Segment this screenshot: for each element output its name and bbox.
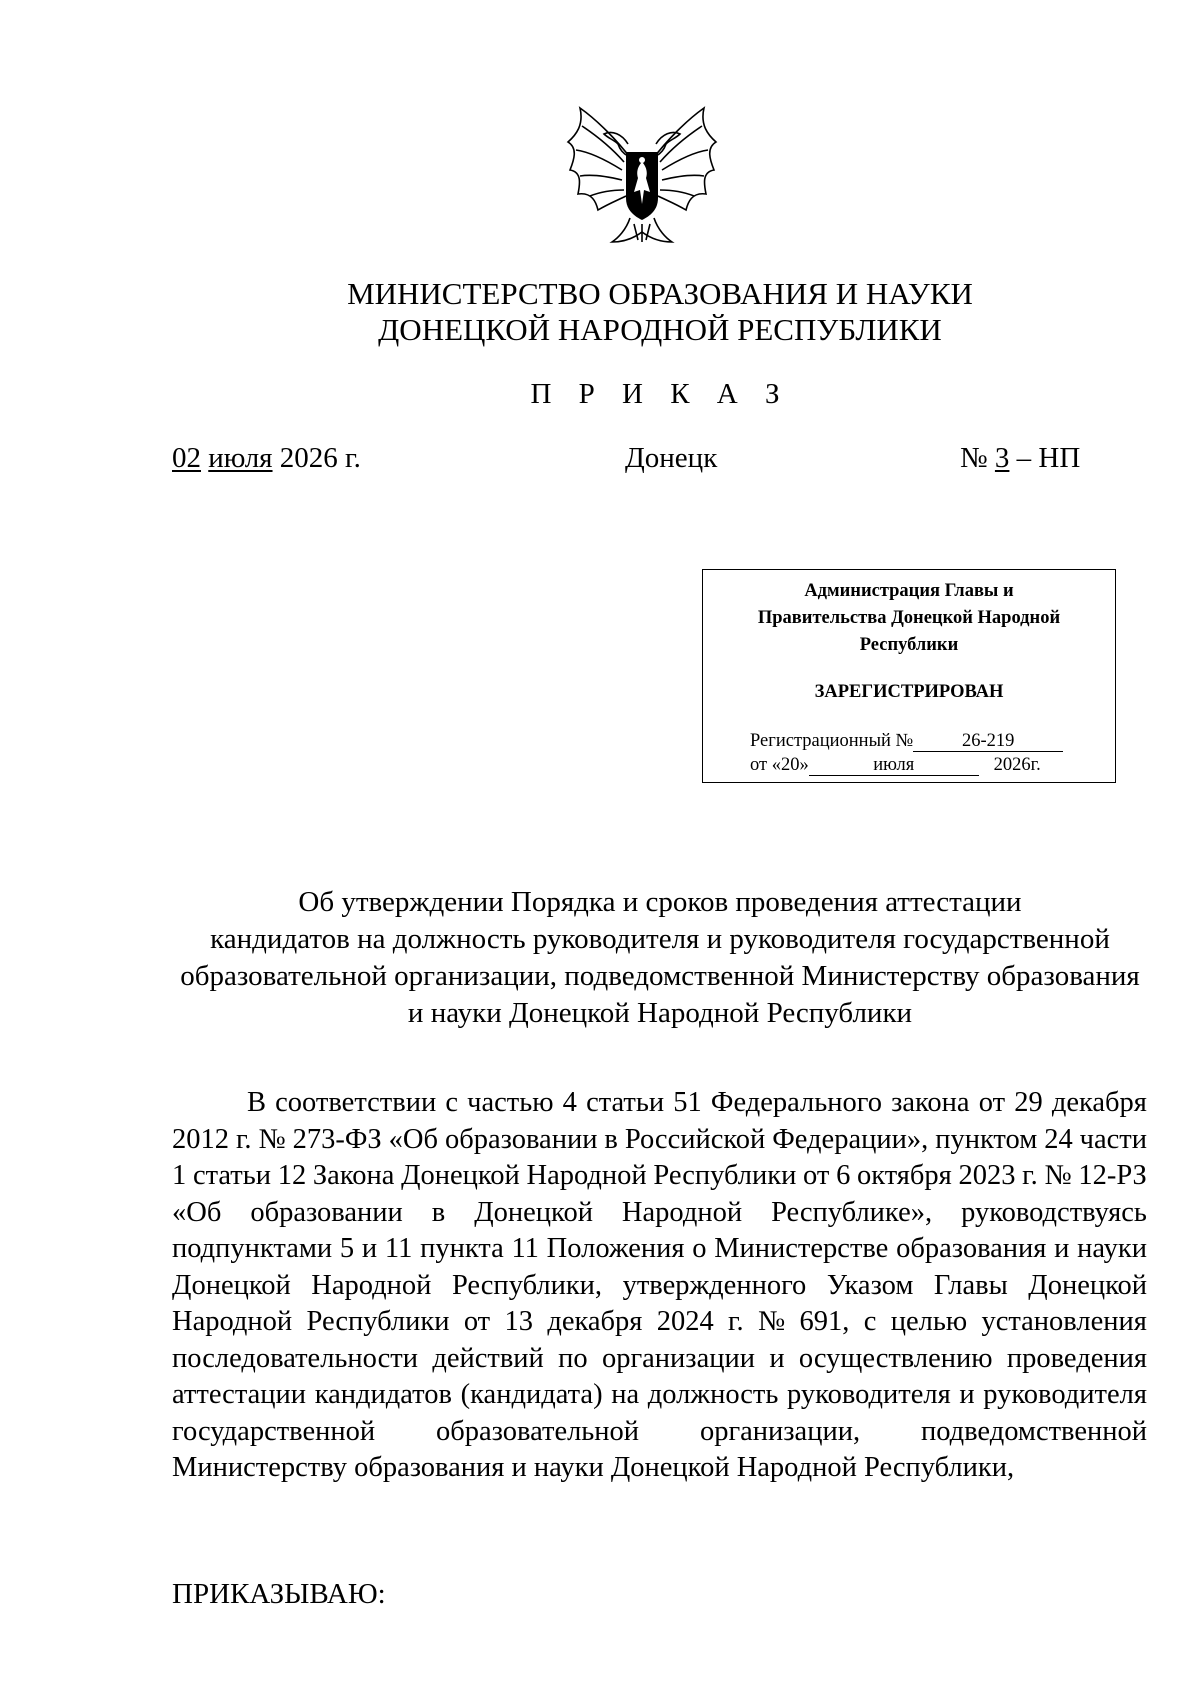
body-line: Народной Республики от 13 декабря 2024 г. № 691, с целью установления (172, 1306, 1147, 1337)
order-month: июля (208, 442, 273, 474)
stamp-date-month: июля (809, 755, 979, 776)
stamp-date-year: 2026г. (993, 755, 1041, 775)
order-day: 02 (172, 442, 201, 474)
stamp-date-line (750, 754, 1041, 776)
stamp-date-day: от «20» (750, 755, 809, 775)
state-emblem-icon (562, 100, 722, 250)
order-year: 2026 г. (279, 442, 361, 474)
order-number-value: 3 (994, 442, 1010, 474)
document-type: П Р И К А З (530, 378, 790, 410)
body-line: 1 статьи 12 Закона Донецкой Народной Республики от 6 октября 2023 г. № 12-РЗ (172, 1160, 1147, 1191)
ministry-region-line: ДОНЕЦКОЙ НАРОДНОЙ РЕСПУБЛИКИ (378, 312, 942, 347)
body-line: 2012 г. № 273-ФЗ «Об образовании в Российской Федерации», пунктом 24 части (172, 1123, 1147, 1155)
stamp-org-line: Республики (859, 635, 959, 655)
body-line: Донецкой Народной Республики, утвержденного Указом Главы Донецкой (172, 1269, 1147, 1301)
body-line: последовательности действий по организации и осуществлению проведения (172, 1342, 1147, 1374)
stamp-reg-number-line (750, 730, 1063, 752)
order-preamble (172, 1085, 1147, 1487)
order-city: Донецк (625, 442, 718, 474)
body-line: В соответствии с частью 4 статьи 51 Федерального закона от 29 декабря (247, 1087, 1147, 1118)
stamp-reg-label: Регистрационный № (750, 731, 914, 751)
order-number-suffix: – НП (1016, 442, 1081, 474)
body-line: аттестации кандидатов (кандидата) на должность руководителя и руководителя (172, 1379, 1147, 1410)
order-number-prefix: № (960, 442, 988, 474)
ministry-header (0, 276, 1200, 348)
stamp-org-line: Администрация Главы и (804, 581, 1014, 601)
subject-line: Об утверждении Порядка и сроков проведения аттестации (298, 886, 1022, 918)
registration-stamp (702, 569, 1116, 783)
stamp-status: ЗАРЕГИСТРИРОВАН (814, 682, 1004, 702)
order-directive: ПРИКАЗЫВАЮ: (172, 1578, 386, 1610)
order-date (172, 441, 361, 475)
subject-line: и науки Донецкой Народной Республики (407, 997, 913, 1029)
ministry-name-line: МИНИСТЕРСТВО ОБРАЗОВАНИЯ И НАУКИ (347, 276, 973, 311)
body-line: «Об образовании в Донецкой Народной Республике», руководствуясь (172, 1196, 1147, 1228)
stamp-reg-number: 26-219 (913, 731, 1063, 752)
stamp-organization (703, 578, 1115, 659)
body-line: государственной образовательной организации, подведомственной (172, 1415, 1147, 1447)
order-number (960, 441, 1080, 475)
body-line-last: Министерству образования и науки Донецкой Народной Республики, (172, 1452, 1015, 1483)
body-line: подпунктами 5 и 11 пункта 11 Положения о Министерстве образования и науки (172, 1233, 1147, 1264)
stamp-org-line: Правительства Донецкой Народной (757, 608, 1061, 628)
subject-line: образовательной организации, подведомственной Министерству образования (180, 960, 1140, 992)
order-subject (150, 884, 1170, 1032)
subject-line: кандидатов на должность руководителя и руководителя государственной (210, 923, 1110, 955)
